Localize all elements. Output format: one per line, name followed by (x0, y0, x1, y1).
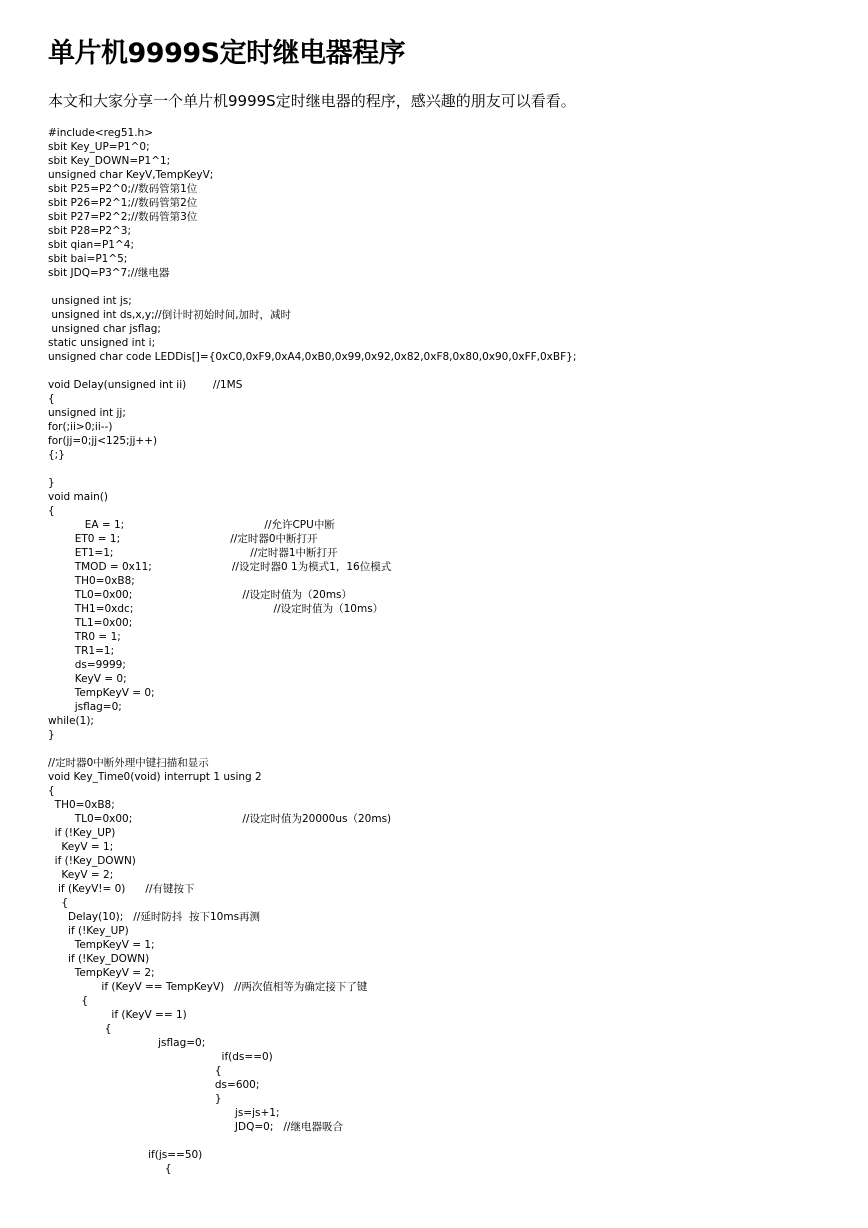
code-line: sbit P26=P2^1;//数码管第2位 (48, 197, 198, 209)
code-line: { (48, 897, 69, 909)
code-line: if (!Key_UP) (48, 925, 129, 937)
code-line: void main() (48, 491, 108, 503)
code-line: sbit qian=P1^4; (48, 239, 135, 251)
page-title: 单片机9999S定时继电器程序 (48, 38, 406, 69)
code-line: sbit Key_UP=P1^0; (48, 141, 150, 153)
code-line: jsflag=0; (48, 701, 122, 713)
code-line: TR1=1; (48, 645, 115, 657)
code-line: sbit P27=P2^2;//数码管第3位 (48, 211, 198, 223)
code-line: unsigned int ds,x,y;//倒计时初始时间,加时，减时 (48, 309, 292, 321)
code-line: { (48, 995, 89, 1007)
code-line: for(jj=0;jj<125;jj++) (48, 435, 158, 447)
code-line: while(1); (48, 715, 94, 727)
code-line: Delay(10); //延时防抖 按下10ms再测 (48, 911, 261, 923)
code-line: ds=9999; (48, 659, 126, 671)
code-line: unsigned int jj; (48, 407, 126, 419)
code-line: TMOD = 0x11; //设定时器0 1为模式1，16位模式 (48, 561, 392, 573)
code-line: sbit P25=P2^0;//数码管第1位 (48, 183, 198, 195)
code-line: void Delay(unsigned int ii) //1MS (48, 379, 243, 391)
code-line: ET0 = 1; //定时器0中断打开 (48, 533, 318, 545)
code-line: if (KeyV!= 0) //有键按下 (48, 883, 195, 895)
code-line: TempKeyV = 1; (48, 939, 155, 951)
code-line: unsigned char code LEDDis[]={0xC0,0xF9,0xA4,0xB0,0x99,0x92,0x82,0xF8,0x80,0x90,0xFF,0xBF}; (48, 351, 577, 363)
code-line: KeyV = 2; (48, 869, 114, 881)
code-line: } (48, 1093, 222, 1105)
code-line: { (48, 1065, 222, 1077)
code-line: sbit JDQ=P3^7;//继电器 (48, 267, 170, 279)
code-line: if(js==50) (48, 1149, 203, 1161)
code-line: ds=600; (48, 1079, 260, 1091)
code-line: if (!Key_UP) (48, 827, 116, 839)
code-line: ET1=1; //定时器1中断打开 (48, 547, 338, 559)
code-line: if (!Key_DOWN) (48, 953, 150, 965)
code-line: { (48, 393, 55, 405)
code-line: #include<reg51.h> (48, 127, 153, 139)
code-line: } (48, 729, 55, 741)
code-line: unsigned int js; (48, 295, 132, 307)
code-line: {;} (48, 449, 65, 461)
code-line: KeyV = 0; (48, 673, 127, 685)
code-line: TL1=0x00; (48, 617, 133, 629)
code-line: JDQ=0; //继电器吸合 (48, 1121, 343, 1133)
code-line: } (48, 477, 55, 489)
code-line (48, 1134, 576, 1148)
code-line: sbit P28=P2^3; (48, 225, 132, 237)
code-block (48, 126, 576, 1176)
code-line: EA = 1; //允许CPU中断 (48, 519, 335, 531)
code-line: { (48, 1163, 172, 1175)
code-line: { (48, 1023, 112, 1035)
code-line: if (!Key_DOWN) (48, 855, 136, 867)
code-line: if (KeyV == TempKeyV) //两次值相等为确定接下了键 (48, 981, 368, 993)
code-line: { (48, 785, 55, 797)
code-line: KeyV = 1; (48, 841, 114, 853)
code-line: sbit Key_DOWN=P1^1; (48, 155, 171, 167)
code-line: unsigned char KeyV,TempKeyV; (48, 169, 214, 181)
code-line: unsigned char jsflag; (48, 323, 161, 335)
code-line: js=js+1; (48, 1107, 280, 1119)
code-line (48, 462, 576, 476)
code-line: sbit bai=P1^5; (48, 253, 128, 265)
code-line (48, 280, 576, 294)
code-line (48, 742, 576, 756)
code-line: TempKeyV = 0; (48, 687, 155, 699)
code-line: TR0 = 1; (48, 631, 121, 643)
code-line: void Key_Time0(void) interrupt 1 using 2 (48, 771, 262, 783)
code-line: jsflag=0; (48, 1037, 206, 1049)
code-line: //定时器0中断外理中键扫描和显示 (48, 757, 209, 769)
code-line: if(ds==0) (48, 1051, 273, 1063)
code-line: TH0=0xB8; (48, 799, 115, 811)
code-line: TH0=0xB8; (48, 575, 135, 587)
intro-paragraph: 本文和大家分享一个单片机9999S定时继电器的程序，感兴趣的朋友可以看看。 (48, 92, 576, 110)
code-line: TH1=0xdc; //设定时值为（10ms） (48, 603, 384, 615)
code-line: if (KeyV == 1) (48, 1009, 187, 1021)
code-line: TL0=0x00; //设定时值为20000us（20ms) (48, 813, 392, 825)
code-line: TL0=0x00; //设定时值为（20ms） (48, 589, 353, 601)
code-line (48, 364, 576, 378)
code-line: static unsigned int i; (48, 337, 156, 349)
code-line: TempKeyV = 2; (48, 967, 155, 979)
code-line: for(;ii>0;ii--) (48, 421, 113, 433)
code-line: { (48, 505, 55, 517)
